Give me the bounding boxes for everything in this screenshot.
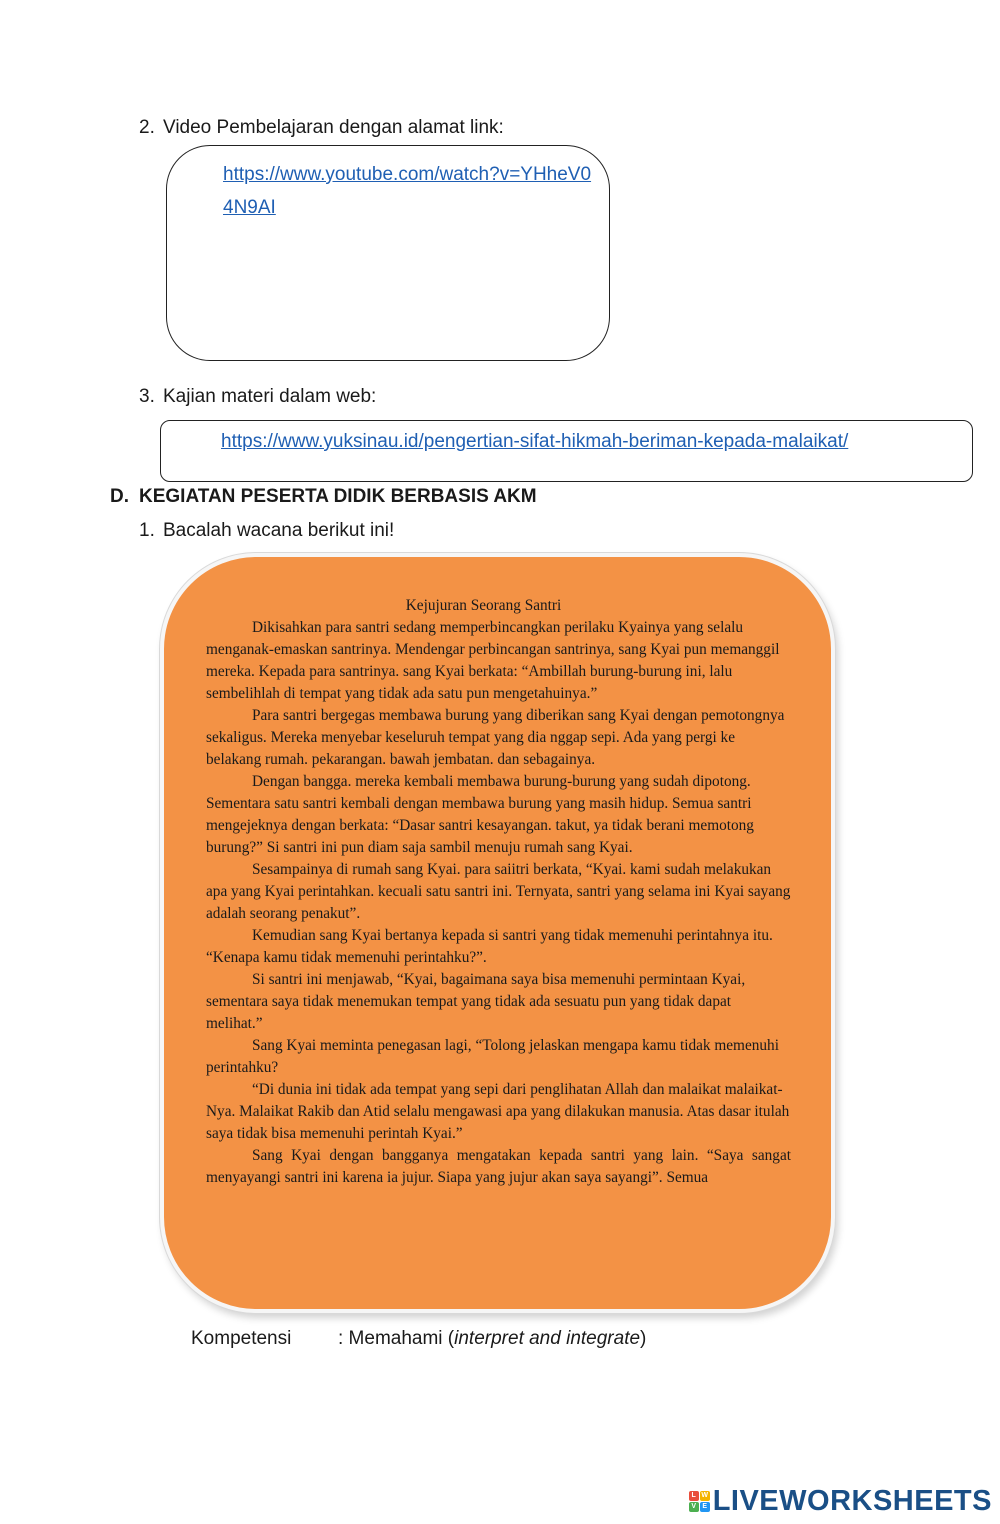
section-d-heading xyxy=(110,486,537,508)
story-card xyxy=(160,553,835,1313)
competency-label: Kompetensi xyxy=(191,1328,292,1349)
logo-square: L xyxy=(689,1491,699,1501)
story-title: Kejujuran Seorang Santri xyxy=(405,597,562,614)
video-item-label xyxy=(139,117,504,139)
video-link[interactable]: https://www.youtube.com/watch?v=YHheV04N9AI xyxy=(223,164,592,218)
story-paragraph: Para santri bergegas membawa burung yang diberikan sang Kyai dengan pemotongnya sekaligus. Mereka menyebar keseluruh tempat yang dia nggap sepi. Ada yang pergi ke belakang rumah. pekarangan. bawah jembatan. dan sebagainya. xyxy=(206,707,785,768)
competency-line xyxy=(191,1328,646,1350)
web-link-box xyxy=(160,420,973,482)
logo-square: V xyxy=(689,1502,699,1512)
story-paragraph: Sang Kyai dengan bangganya mengatakan kepada santri yang lain. “Saya sangat menyayangi santri ini karena ia jujur. Siapa yang jujur akan saya sayangi”. Semua xyxy=(206,1147,791,1186)
web-item-number: 3. xyxy=(139,386,155,407)
section-d-letter: D. xyxy=(110,486,129,507)
story-paragraph: Dikisahkan para santri sedang memperbincangkan perilaku Kyainya yang selalu menganak-emaskan santrinya. Mendengar perbincangan santrinya, sang Kyai pun memanggil mereka. Kepada para santrinya. sang Kyai berkata: “Ambillah burung-burung ini, lalu sembelihlah di tempat yang tidak ada satu pun mengetahuinya.” xyxy=(206,619,780,702)
liveworksheets-logo-text: LIVEWORKSHEETS xyxy=(712,1485,992,1517)
competency-suffix: ) xyxy=(640,1328,647,1349)
web-link[interactable]: https://www.yuksinau.id/pengertian-sifat-hikmah-beriman-kepada-malaikat/ xyxy=(221,431,849,452)
story-text xyxy=(206,595,791,1189)
web-item-label xyxy=(139,386,376,408)
video-item-number: 2. xyxy=(139,117,155,138)
web-item-text: Kajian materi dalam web: xyxy=(163,386,377,407)
section-d-title: KEGIATAN PESERTA DIDIK BERBASIS AKM xyxy=(139,486,537,507)
video-link-box xyxy=(166,145,610,361)
story-paragraph: Sang Kyai meminta penegasan lagi, “Tolong jelaskan mengapa kamu tidak memenuhi perintahku? xyxy=(206,1037,779,1076)
video-item-text: Video Pembelajaran dengan alamat link: xyxy=(163,117,504,138)
liveworksheets-logo-icon xyxy=(689,1491,710,1512)
story-paragraph: Dengan bangga. mereka kembali membawa burung-burung yang sudah dipotong. Sementara satu santri kembali dengan membawa burung yang masih hidup. Semua santri mengejeknya dengan berkata: “Dasar santri kesayangan. takut, ya tidak berani memotong burung?” Si santri ini pun diam saja sambil menuju rumah sang Kyai. xyxy=(206,773,754,856)
competency-italic: interpret and integrate xyxy=(454,1328,641,1349)
story-paragraph: Sesampainya di rumah sang Kyai. para saiitri berkata, “Kyai. kami sudah melakukan apa yang Kyai perintahkan. kecuali satu santri ini. Ternyata, santri yang selama ini Kyai sayang adalah seorang penakut”. xyxy=(206,861,791,922)
liveworksheets-logo xyxy=(689,1485,992,1518)
competency-prefix: : Memahami ( xyxy=(338,1328,455,1349)
story-paragraph: Kemudian sang Kyai bertanya kepada si santri yang tidak memenuhi perintahnya itu. “Kenapa kamu tidak memenuhi perintahku?”. xyxy=(206,927,773,966)
task1-number: 1. xyxy=(139,520,155,541)
story-paragraph: Si santri ini menjawab, “Kyai, bagaimana saya bisa memenuhi permintaan Kyai, sementara saya tidak menemukan tempat yang tidak ada sesuatu pun yang tidak dapat melihat.” xyxy=(206,971,746,1032)
story-paragraph: “Di dunia ini tidak ada tempat yang sepi dari penglihatan Allah dan malaikat malaikat-Nya. Malaikat Rakib dan Atid selalu mengawasi apa yang dilakukan manusia. Atas dasar itulah saya tidak bisa memenuhi perintah Kyai.” xyxy=(206,1081,790,1142)
logo-square: E xyxy=(700,1502,710,1512)
task1-label xyxy=(139,520,394,542)
task1-text: Bacalah wacana berikut ini! xyxy=(163,520,395,541)
logo-square: W xyxy=(701,1492,708,1499)
